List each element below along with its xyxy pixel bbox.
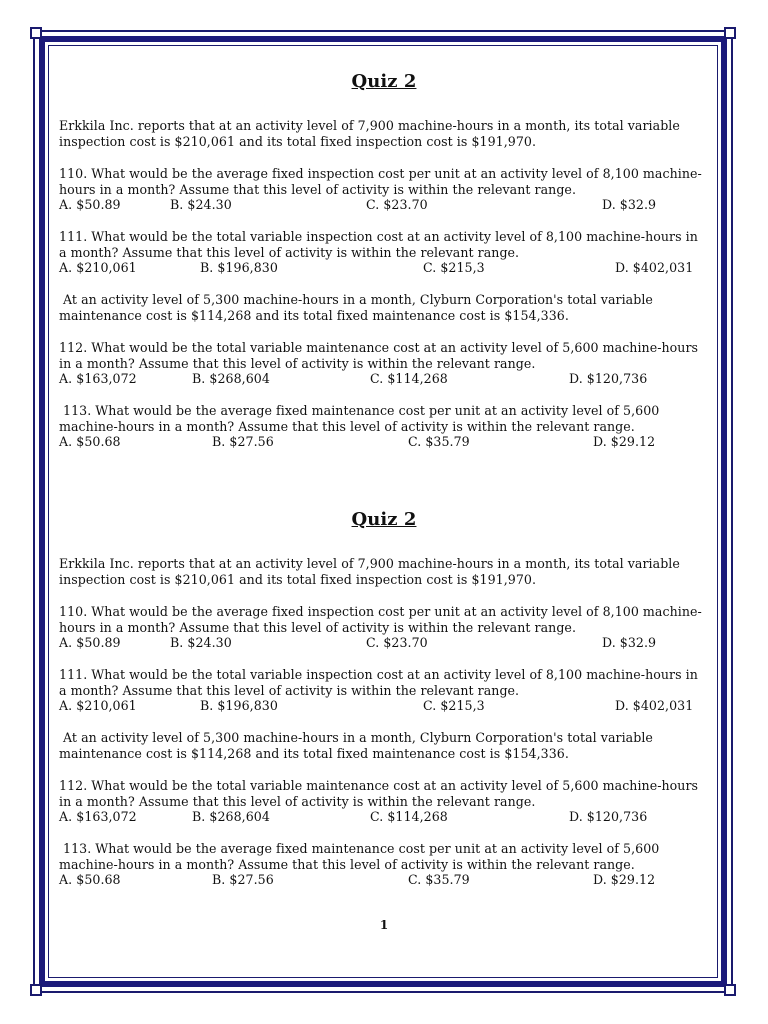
option-a: A. $50.68 <box>59 434 121 449</box>
intro-erkkila: Erkkila Inc. reports that at an activity level of 7,900 machine-hours in a month, its total variable inspection cost is $210,061 and its total fixed inspection cost is $191,970. <box>59 556 680 587</box>
answer-options <box>59 635 709 650</box>
question-110 <box>59 166 709 212</box>
question-text: 111. What would be the total variable inspection cost at an activity level of 8,100 machine-hours in a month? Assume that this level of activity is within the relevant range. <box>59 229 698 260</box>
option-c: C. $23.70 <box>366 635 428 650</box>
option-b: B. $196,830 <box>200 260 278 275</box>
option-a: A. $50.89 <box>59 635 121 650</box>
answer-options <box>59 809 709 824</box>
answer-options <box>59 872 709 887</box>
option-c: C. $35.79 <box>408 872 470 887</box>
option-d: D. $32.9 <box>602 197 657 212</box>
intro-erkkila: Erkkila Inc. reports that at an activity level of 7,900 machine-hours in a month, its total variable inspection cost is $210,061 and its total fixed inspection cost is $191,970. <box>59 118 680 149</box>
option-b: B. $196,830 <box>200 698 278 713</box>
option-d: D. $29.12 <box>593 434 656 449</box>
question-113 <box>59 841 709 887</box>
question-113 <box>59 403 709 449</box>
question-text: 110. What would be the average fixed inspection cost per unit at an activity level of 8,100 machine-hours in a month? Assume that this level of activity is within the relevant range. <box>59 166 702 197</box>
answer-options <box>59 434 709 449</box>
question-text: 113. What would be the average fixed maintenance cost per unit at an activity level of 5,600 machine-hours in a month? Assume that this level of activity is within the relevant range. <box>59 841 660 872</box>
option-c: C. $23.70 <box>366 197 428 212</box>
option-b: B. $27.56 <box>212 434 274 449</box>
question-112 <box>59 340 709 386</box>
option-d: D. $402,031 <box>615 260 694 275</box>
answer-options <box>59 197 709 212</box>
option-c: C. $114,268 <box>370 809 448 824</box>
answer-options <box>59 698 709 713</box>
option-d: D. $120,736 <box>569 371 648 386</box>
corner-ornament-bottom-right <box>724 984 736 996</box>
corner-ornament-top-right <box>724 27 736 39</box>
quiz-section-1 <box>59 71 709 498</box>
option-b: B. $24.30 <box>170 197 232 212</box>
option-b: B. $268,604 <box>192 371 270 386</box>
option-b: B. $27.56 <box>212 872 274 887</box>
question-text: 111. What would be the total variable inspection cost at an activity level of 8,100 machine-hours in a month? Assume that this level of activity is within the relevant range. <box>59 667 698 698</box>
option-a: A. $50.89 <box>59 197 121 212</box>
quiz-title: Quiz 2 <box>351 71 417 92</box>
question-111 <box>59 667 709 713</box>
option-a: A. $210,061 <box>59 260 137 275</box>
question-text: 110. What would be the average fixed inspection cost per unit at an activity level of 8,100 machine-hours in a month? Assume that this level of activity is within the relevant range. <box>59 604 702 635</box>
option-c: C. $35.79 <box>408 434 470 449</box>
intro-clyburn: At an activity level of 5,300 machine-hours in a month, Clyburn Corporation's total variable maintenance cost is $114,268 and its total fixed maintenance cost is $154,336. <box>59 292 653 323</box>
option-b: B. $268,604 <box>192 809 270 824</box>
option-c: C. $114,268 <box>370 371 448 386</box>
question-text: 113. What would be the average fixed maintenance cost per unit at an activity level of 5,600 machine-hours in a month? Assume that this level of activity is within the relevant range. <box>59 403 660 434</box>
corner-ornament-bottom-left <box>30 984 42 996</box>
option-a: A. $210,061 <box>59 698 137 713</box>
answer-options <box>59 371 709 386</box>
question-text: 112. What would be the total variable maintenance cost at an activity level of 5,600 machine-hours in a month? Assume that this level of activity is within the relevant range. <box>59 340 699 371</box>
option-a: A. $163,072 <box>59 371 137 386</box>
document-body <box>59 60 709 936</box>
option-d: D. $402,031 <box>615 698 694 713</box>
page-number: 1 <box>379 918 389 932</box>
quiz-title: Quiz 2 <box>351 509 417 530</box>
question-111 <box>59 229 709 275</box>
option-d: D. $120,736 <box>569 809 648 824</box>
answer-options <box>59 260 709 275</box>
question-text: 112. What would be the total variable maintenance cost at an activity level of 5,600 machine-hours in a month? Assume that this level of activity is within the relevant range. <box>59 778 699 809</box>
option-b: B. $24.30 <box>170 635 232 650</box>
option-d: D. $32.9 <box>602 635 657 650</box>
option-a: A. $50.68 <box>59 872 121 887</box>
option-d: D. $29.12 <box>593 872 656 887</box>
option-c: C. $215,3 <box>423 260 485 275</box>
option-a: A. $163,072 <box>59 809 137 824</box>
option-c: C. $215,3 <box>423 698 485 713</box>
intro-clyburn: At an activity level of 5,300 machine-hours in a month, Clyburn Corporation's total variable maintenance cost is $114,268 and its total fixed maintenance cost is $154,336. <box>59 730 653 761</box>
quiz-section-2 <box>59 509 709 936</box>
question-112 <box>59 778 709 824</box>
corner-ornament-top-left <box>30 27 42 39</box>
question-110 <box>59 604 709 650</box>
